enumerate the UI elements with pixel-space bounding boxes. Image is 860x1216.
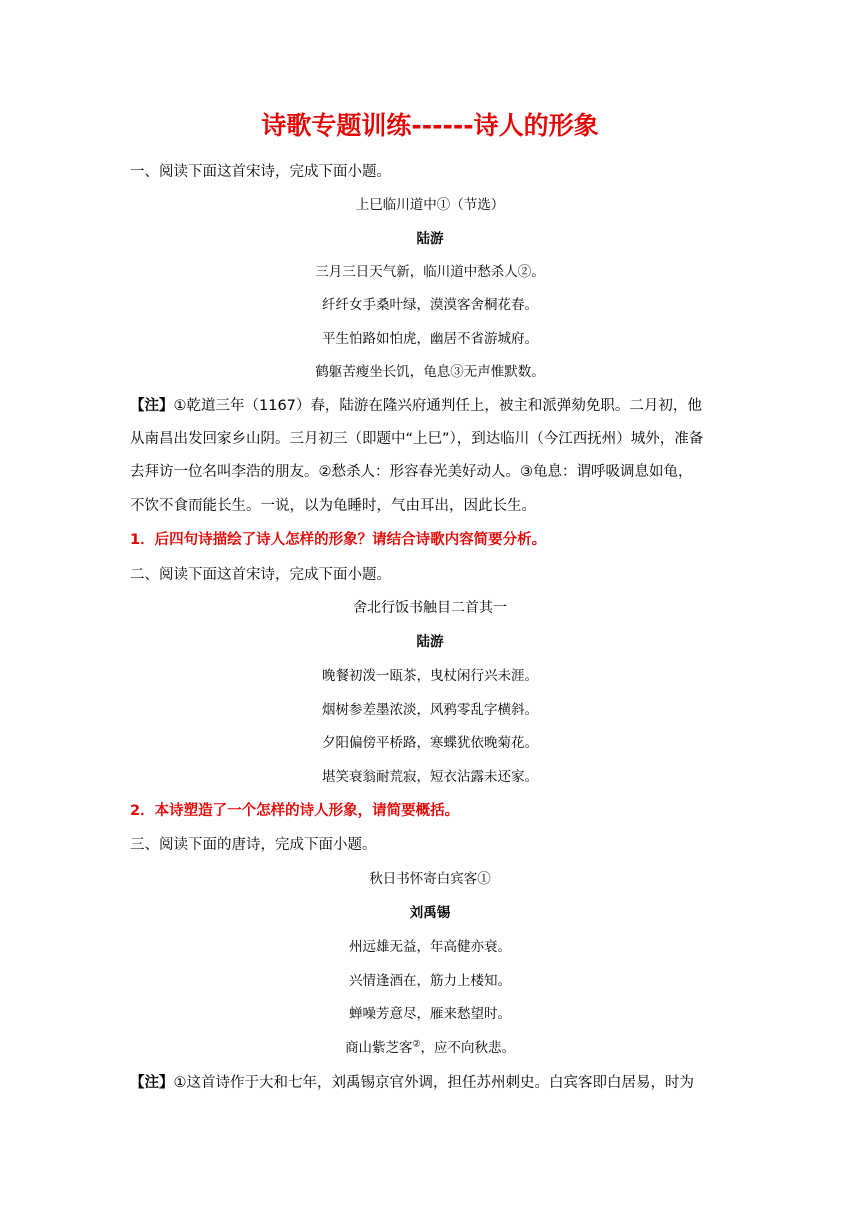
poem-3-line-3: 蝉噪芳意尽，雁来愁望时。 bbox=[349, 1006, 511, 1022]
poem-2-author: 陆游 bbox=[416, 634, 444, 650]
note-1-line-1 bbox=[130, 394, 740, 415]
section-3-heading: 三、阅读下面的唐诗，完成下面小题。 bbox=[130, 837, 377, 853]
poem-3-author: 刘禹锡 bbox=[409, 905, 451, 921]
poem-1-line-4: 鹤躯苦瘦坐长饥，龟息③无声惟默数。 bbox=[315, 364, 545, 380]
poem-2-line-3: 夕阳偏傍平桥路，寒蝶犹依晚菊花。 bbox=[322, 735, 538, 751]
note-1-line-2: 从南昌出发回家乡山阴。三月初三（即题中“上巳”），到达临川（今江西抚州）城外，准备 bbox=[130, 431, 704, 447]
poem-1-line-3: 平生怕路如怕虎，幽居不省游城府。 bbox=[322, 331, 538, 347]
note-3-line-1 bbox=[130, 1071, 740, 1092]
note-1-line-4: 不饮不食而能长生。一说，以为龟睡时，气由耳出，因此长生。 bbox=[130, 498, 536, 514]
poem-1-title: 上巳临川道中①（节选） bbox=[355, 197, 505, 213]
note-tag: 【注】 bbox=[130, 398, 174, 414]
poem-3-line-4-b: ，应不向秋悲。 bbox=[420, 1040, 516, 1056]
poem-3-line-1: 州远雄无益，年高健亦衰。 bbox=[349, 939, 511, 955]
poem-1-line-2: 纤纤女手桑叶绿，漠漠客舍桐花春。 bbox=[322, 297, 538, 313]
note-tag: 【注】 bbox=[130, 1075, 174, 1091]
poem-2-line-1: 晚餐初泼一瓯茶，曳杖闲行兴未涯。 bbox=[322, 668, 538, 684]
document-title: 诗歌专题训练------诗人的形象 bbox=[261, 111, 599, 140]
poem-1-line-1: 三月三日天气新，临川道中愁杀人②。 bbox=[315, 264, 545, 280]
poem-2-line-4: 堪笑衰翁耐荒寂，短衣沾露未还家。 bbox=[322, 769, 538, 785]
note-text: ①这首诗作于大和七年，刘禹锡京官外调，担任苏州刺史。白宾客即白居易，时为 bbox=[173, 1075, 694, 1091]
poem-2-line-2: 烟树参差墨浓淡，风鸦零乱字横斜。 bbox=[322, 702, 538, 718]
poem-3-title: 秋日书怀寄白宾客① bbox=[369, 871, 491, 887]
section-2-heading: 二、阅读下面这首宋诗，完成下面小题。 bbox=[130, 567, 391, 583]
note-text: ①乾道三年（1167）春，陆游在隆兴府通判任上，被主和派弹劾免职。二月初，他 bbox=[173, 398, 702, 414]
footnote-marker: ② bbox=[412, 1039, 421, 1050]
poem-2-title: 舍北行饭书触目二首其一 bbox=[353, 600, 507, 616]
poem-3-line-4 bbox=[0, 1036, 860, 1056]
question-1: 1．后四句诗描绘了诗人怎样的形象？请结合诗歌内容简要分析。 bbox=[130, 532, 547, 548]
poem-1-author: 陆游 bbox=[416, 231, 444, 247]
question-2: 2．本诗塑造了一个怎样的诗人形象，请简要概括。 bbox=[130, 803, 460, 819]
poem-3-line-4-a: 商山紫芝客 bbox=[344, 1040, 413, 1056]
section-1-heading: 一、阅读下面这首宋诗，完成下面小题。 bbox=[130, 164, 391, 180]
poem-3-line-2: 兴情逢酒在，筋力上楼知。 bbox=[349, 973, 511, 989]
note-1-line-3: 去拜访一位名叫李浩的朋友。②愁杀人：形容春光美好动人。③龟息：谓呼吸调息如龟， bbox=[130, 464, 693, 480]
